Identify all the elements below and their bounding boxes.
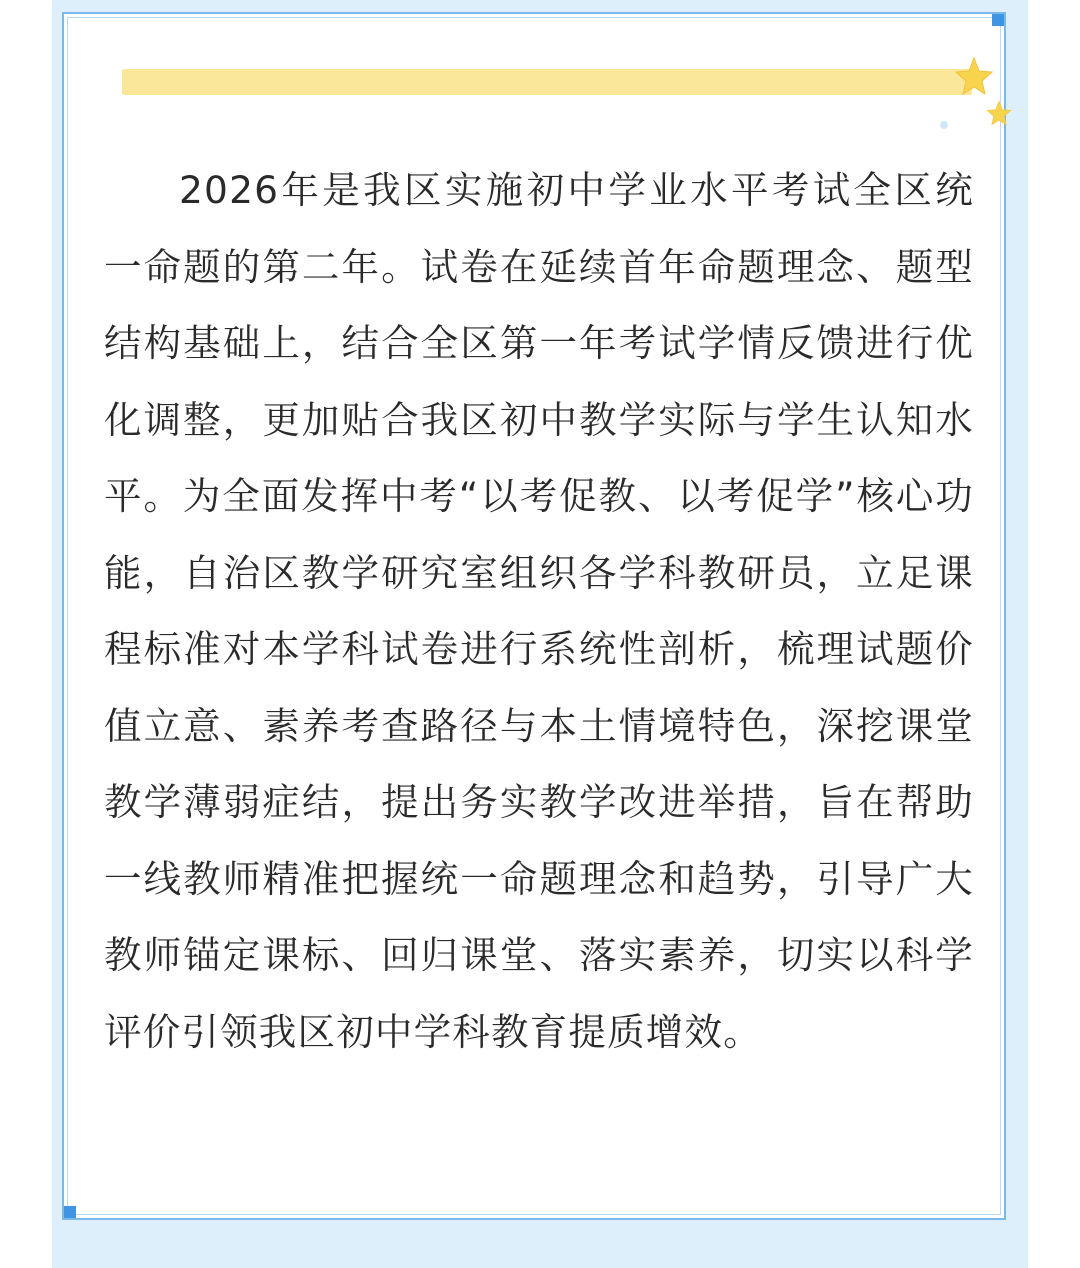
article-paragraph: 2026年是我区实施初中学业水平考试全区统一命题的第二年。试卷在延续首年命题理念、题型结构基础上，结合全区第一年考试学情反馈进行优化调整，更加贴合我区初中教学实际与学生认知水平。为全面发挥中考“以考促教、以考促学”核心功能，自治区教学研究室组织各学科教研员，立足课程标准对本学科试卷进行系统性剖析，梳理试题价值立意、素养考查路径与本土情境特色，深挖课堂教学薄弱症结，提出务实教学改进举措，旨在帮助一线教师精准把握统一命题理念和趋势，引导广大教师锚定课标、回归课堂、落实素养，切实以科学评价引领我区初中学科教育提质增效。 xyxy=(104,168,974,1054)
corner-square-top-right xyxy=(992,14,1004,26)
star-icon xyxy=(954,56,994,96)
decorative-banner xyxy=(122,69,972,95)
corner-square-bottom-left xyxy=(64,1206,76,1218)
small-star-icon xyxy=(986,100,1012,126)
sparkle-dot xyxy=(940,121,948,129)
